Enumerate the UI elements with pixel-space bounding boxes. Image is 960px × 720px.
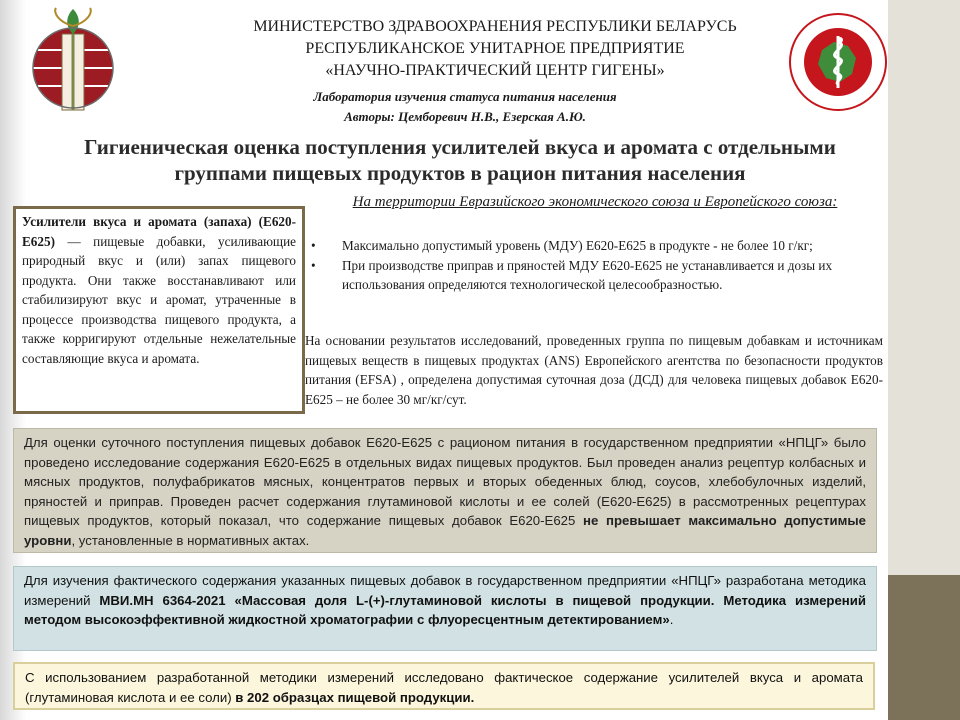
method-band [13, 566, 877, 651]
band1-bold: не превышает максимально допустимые уровни [24, 513, 866, 548]
list-item: • При производстве приправ и пряностей МДУ Е620-Е625 не устанавливается и дозы их использования определяются технологической целесообразностью. [305, 256, 885, 295]
samples-band [13, 662, 875, 710]
ministry-name: МИНИСТЕРСТВО ЗДРАВООХРАНЕНИЯ РЕСПУБЛИКИ БЕЛАРУСЬ [253, 18, 737, 35]
definition-text: — пищевые добавки, усиливающие природный вкус и (или) запах пищевого продукта. Они также восстанавливают или стабилизируют вкус и аромат, утраченные в процессе производства пищевого продукта, а также корригируют отдельные нежелательные составляющие вкуса и аромата. [22, 233, 296, 366]
hygiene-center-logo [28, 4, 118, 116]
recipe-analysis-band [13, 428, 877, 553]
laboratory-name: Лаборатория изучения статуса питания населения [313, 89, 617, 104]
enterprise-type: РЕСПУБЛИКАНСКОЕ УНИТАРНОЕ ПРЕДПРИЯТИЕ [305, 40, 685, 57]
definition-term: Усилители вкуса и аромата (запаха) (Е620-Е625) [22, 214, 296, 249]
right-decor-bar-light [888, 0, 960, 575]
page-title: Гигиеническая оценка поступления усилителей вкуса и аромата с отдельными группами пищевых продуктов в рацион питания населения [84, 135, 836, 185]
authors: Авторы: Цемборевич Н.В., Езерская А.Ю. [344, 109, 586, 124]
band2-text: Для изучения фактического содержания указанных пищевых добавок в государственном предприятии «НПЦГ» разработана методика измерений [24, 573, 866, 608]
band3-text: С использованием разработанной методики измерений исследовано фактическое содержание усилителей вкуса и аромата (глутаминовая кислота и ее соли) [25, 670, 863, 705]
eaeu-regulations-list [305, 236, 885, 295]
eaeu-heading: На территории Евразийского экономического союза и Европейского союза: [352, 194, 838, 210]
band1-text: Для оценки суточного поступления пищевых добавок Е620-Е625 с рационом питания в государственном предприятии «НПЦГ» было проведено исследование содержания Е620-Е625 в отдельных видах пищевых продуктов. Был проведен анализ рецептур колбасных и мясных продуктов, полуфабрикатов мясных, концентратов первых и вторых обеденных блюд, соусов, хлебобулочных изделий, пряностей и приправ. Проведен расчет содержания глутаминовой кислоты и ее солей (Е620-Е625) в рассмотренных рецептурах пищевых продуктов, который показал, что содержание пищевых добавок Е620-Е625 [24, 435, 866, 528]
right-decor-bar-dark [888, 575, 960, 720]
list-item: • Максимально допустимый уровень (МДУ) Е620-Е625 в продукте - не более 10 г/кг; [305, 236, 885, 256]
definition-box [13, 206, 305, 414]
band3-bold: в 202 образцах пищевой продукции. [235, 689, 475, 705]
band1-tail: , установленные в нормативных актах. [71, 532, 310, 548]
band2-tail: . [669, 612, 674, 627]
center-name: «НАУЧНО-ПРАКТИЧЕСКИЙ ЦЕНТР ГИГЕНЫ» [325, 62, 665, 79]
band2-bold: МВИ.МН 6364-2021 «Массовая доля L-(+)-глутаминовой кислоты в пищевой продукции. Методика измерений методом высокоэффективной жидкостной хроматографии с флуоресцентным детектированием» [24, 592, 866, 627]
ans-efsa-paragraph: На основании результатов исследований, проведенных группа по пищевым добавкам и источникам пищевых веществ в пищевых продуктах (ANS) Европейского агентства по безопасности продуктов питания (EFSA) , определена допустимая суточная доза (ДСД) для человека пищевых добавок Е620-Е625 – не более 30 мг/кг/сут. [305, 333, 883, 407]
